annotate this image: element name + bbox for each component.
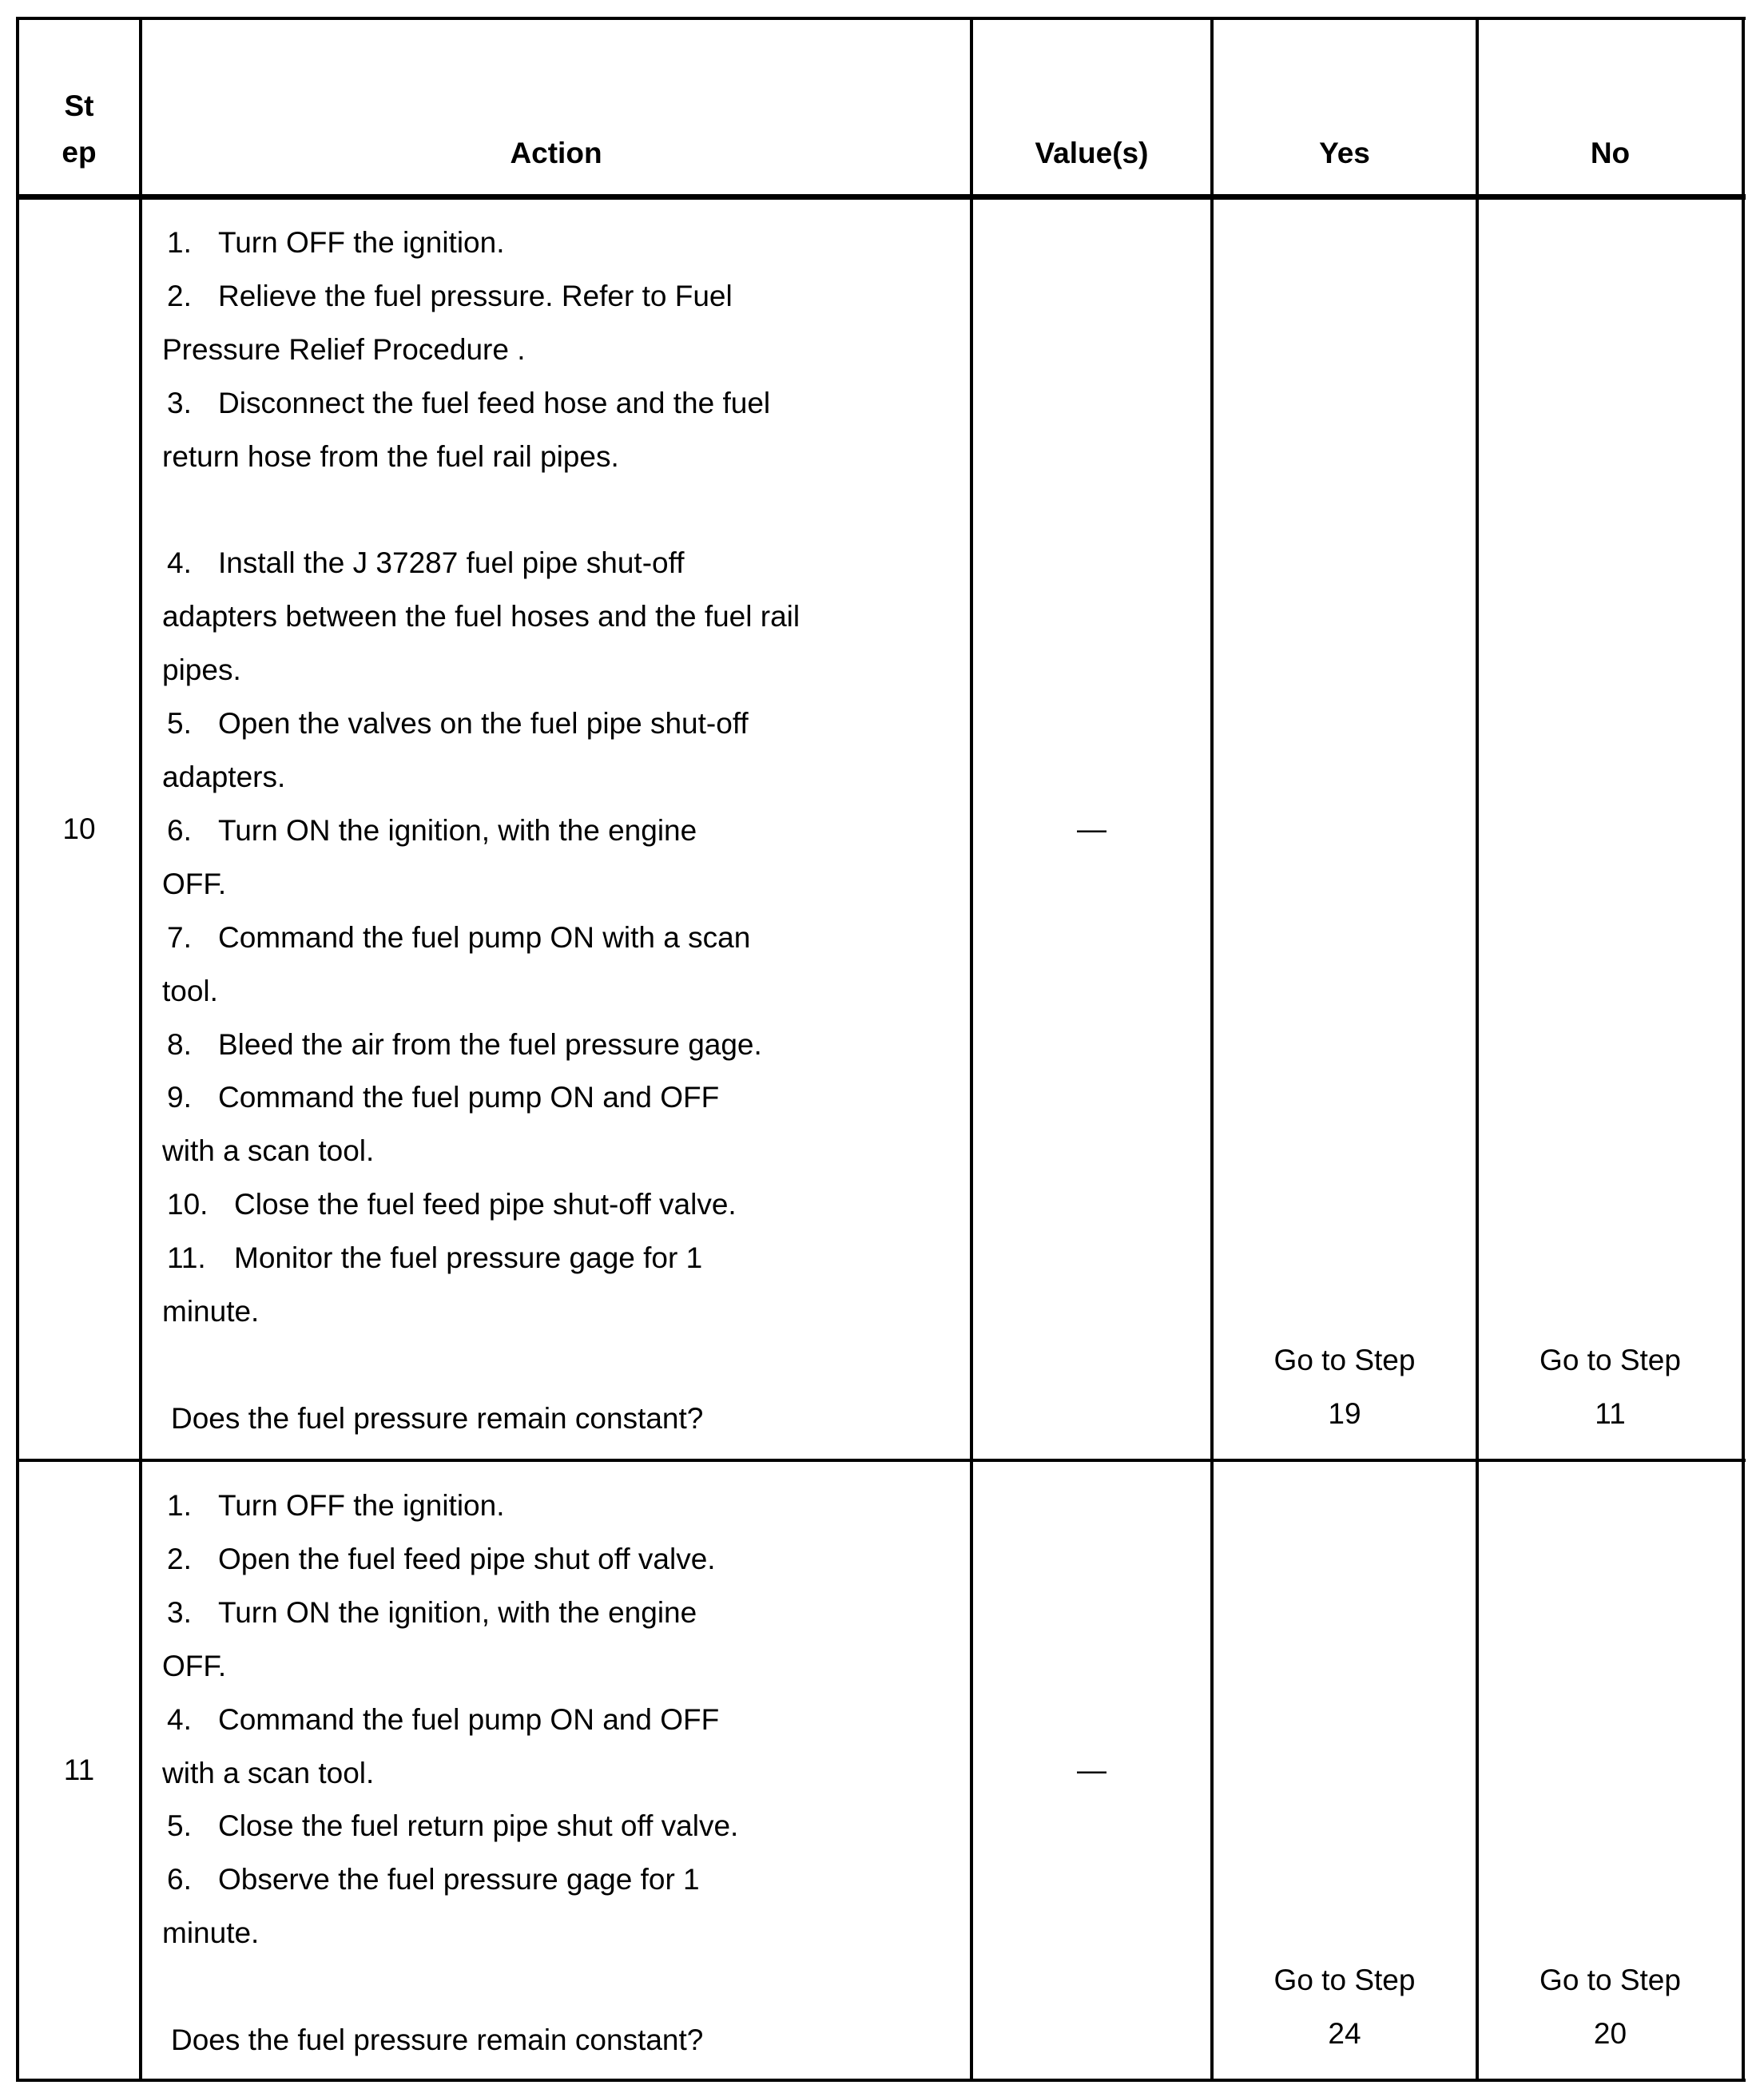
- header-no: No: [1590, 137, 1631, 169]
- header-values: Value(s): [1035, 137, 1149, 169]
- action-step-line: [162, 1019, 970, 1072]
- action-step-number: 5.: [167, 1809, 192, 1843]
- action-step-line: [162, 911, 970, 965]
- action-step-line: [162, 1747, 970, 1801]
- step-number: 11: [63, 1753, 95, 1786]
- no-goto-label: Go to Step: [1540, 1964, 1681, 1997]
- action-step-text: Monitor the fuel pressure gage for 1: [234, 1241, 703, 1275]
- value-cell: —: [1077, 1753, 1106, 1786]
- header-step-line: ep: [62, 136, 97, 169]
- action-step-line: [162, 377, 970, 431]
- action-step-line: [162, 1479, 970, 1533]
- no-goto-cell: [1479, 1462, 1742, 2079]
- action-step-line: [162, 1533, 970, 1587]
- action-step-number: 2.: [167, 1542, 192, 1575]
- action-step-text: OFF.: [162, 1649, 227, 1682]
- action-question: Does the fuel pressure remain constant?: [171, 1401, 704, 1435]
- action-step-text: Install the J 37287 fuel pipe shut-off: [218, 546, 685, 580]
- action-cell: [142, 200, 970, 1459]
- table-border-top: [16, 17, 1746, 20]
- action-step-text: pipes.: [162, 653, 241, 687]
- yes-goto-step: 24: [1328, 2017, 1361, 2051]
- action-step-line: [162, 1800, 970, 1853]
- spacer: [162, 1339, 970, 1392]
- yes-goto-label: Go to Step: [1273, 1344, 1416, 1377]
- action-step-line: [162, 270, 970, 324]
- action-step-text: minute.: [162, 1295, 260, 1328]
- value-cell: —: [1077, 812, 1106, 845]
- action-step-number: 2.: [167, 279, 192, 312]
- action-step-text: Bleed the air from the fuel pressure gage.: [218, 1027, 762, 1061]
- action-step-number: 6.: [167, 813, 192, 847]
- no-goto-label: Go to Step: [1540, 1344, 1681, 1377]
- action-step-number: 8.: [167, 1027, 192, 1061]
- action-step-text: Open the fuel feed pipe shut off valve.: [218, 1542, 716, 1575]
- action-step-number: 5.: [167, 707, 192, 741]
- step-number: 10: [62, 812, 96, 845]
- header-step-line: St: [64, 89, 94, 122]
- action-step-line: [162, 1587, 970, 1640]
- action-step-line: [162, 965, 970, 1019]
- header-step: [19, 83, 139, 176]
- action-step-text: Turn ON the ignition, with the engine: [218, 813, 697, 847]
- action-step-text: OFF.: [162, 867, 227, 900]
- action-step-text: Disconnect the fuel feed hose and the fuel: [218, 386, 771, 419]
- action-step-number: 10.: [167, 1188, 209, 1221]
- header-action: Action: [510, 137, 602, 169]
- action-step-number: 11.: [167, 1241, 206, 1275]
- header-divider: [16, 194, 1746, 200]
- action-step-text: Open the valves on the fuel pipe shut-off: [218, 707, 749, 741]
- action-step-line: [162, 1853, 970, 1907]
- action-step-text: Pressure Relief Procedure .: [162, 332, 526, 366]
- spacer: [162, 484, 970, 538]
- table-border-right: [1742, 17, 1745, 2082]
- action-step-line: [162, 537, 970, 590]
- action-cell: [142, 1462, 970, 2079]
- action-step-line: [162, 431, 970, 484]
- action-step-text: return hose from the fuel rail pipes.: [162, 439, 619, 473]
- no-goto-cell: [1479, 200, 1742, 1459]
- action-step-line: [162, 590, 970, 644]
- action-step-line: [162, 1285, 970, 1339]
- header-yes: Yes: [1319, 137, 1370, 169]
- action-step-line: [162, 1071, 970, 1125]
- yes-goto-cell: [1214, 200, 1476, 1459]
- action-step-number: 6.: [167, 1863, 192, 1896]
- no-goto-step: 20: [1593, 2017, 1627, 2051]
- action-step-text: Command the fuel pump ON with a scan: [218, 920, 751, 954]
- action-step-text: Close the fuel feed pipe shut-off valve.: [234, 1188, 737, 1221]
- action-step-line: [162, 644, 970, 697]
- yes-goto-cell: [1214, 1462, 1476, 2079]
- action-step-number: 3.: [167, 386, 192, 419]
- action-step-line: [162, 1178, 970, 1232]
- action-step-line: [162, 804, 970, 858]
- action-step-text: adapters between the fuel hoses and the fuel rail: [162, 600, 801, 633]
- action-step-text: Command the fuel pump ON and OFF: [218, 1702, 720, 1736]
- action-step-number: 3.: [167, 1595, 192, 1629]
- action-step-text: Command the fuel pump ON and OFF: [218, 1081, 720, 1114]
- action-step-line: [162, 697, 970, 751]
- action-step-line: [162, 1907, 970, 1960]
- action-step-text: Turn OFF the ignition.: [218, 226, 505, 259]
- action-step-text: with a scan tool.: [162, 1756, 375, 1789]
- action-step-line: [162, 1232, 970, 1285]
- action-step-text: adapters.: [162, 761, 286, 794]
- yes-goto-label: Go to Step: [1273, 1964, 1416, 1997]
- action-step-line: [162, 1125, 970, 1178]
- action-step-line: [162, 1694, 970, 1747]
- action-step-line: [162, 751, 970, 804]
- action-step-number: 9.: [167, 1081, 192, 1114]
- action-step-text: tool.: [162, 974, 218, 1007]
- action-step-line: [162, 1640, 970, 1694]
- action-step-number: 1.: [167, 226, 192, 259]
- action-step-text: Observe the fuel pressure gage for 1: [218, 1863, 700, 1896]
- action-step-text: Relieve the fuel pressure. Refer to Fuel: [218, 279, 733, 312]
- table-border-bottom: [16, 2079, 1746, 2082]
- action-step-text: with a scan tool.: [162, 1134, 375, 1168]
- action-step-text: minute.: [162, 1916, 260, 1950]
- spacer: [162, 1960, 970, 2014]
- action-step-number: 1.: [167, 1489, 192, 1522]
- action-step-text: Turn OFF the ignition.: [218, 1489, 505, 1522]
- no-goto-step: 11: [1595, 1397, 1626, 1431]
- action-question: Does the fuel pressure remain constant?: [171, 2023, 704, 2057]
- action-step-text: Close the fuel return pipe shut off valve.: [218, 1809, 739, 1843]
- yes-goto-step: 19: [1328, 1397, 1361, 1431]
- action-step-number: 4.: [167, 546, 192, 580]
- action-step-line: [162, 216, 970, 270]
- action-step-line: [162, 324, 970, 377]
- action-step-text: Turn ON the ignition, with the engine: [218, 1595, 697, 1629]
- action-step-number: 7.: [167, 920, 192, 954]
- action-step-number: 4.: [167, 1702, 192, 1736]
- action-step-line: [162, 858, 970, 911]
